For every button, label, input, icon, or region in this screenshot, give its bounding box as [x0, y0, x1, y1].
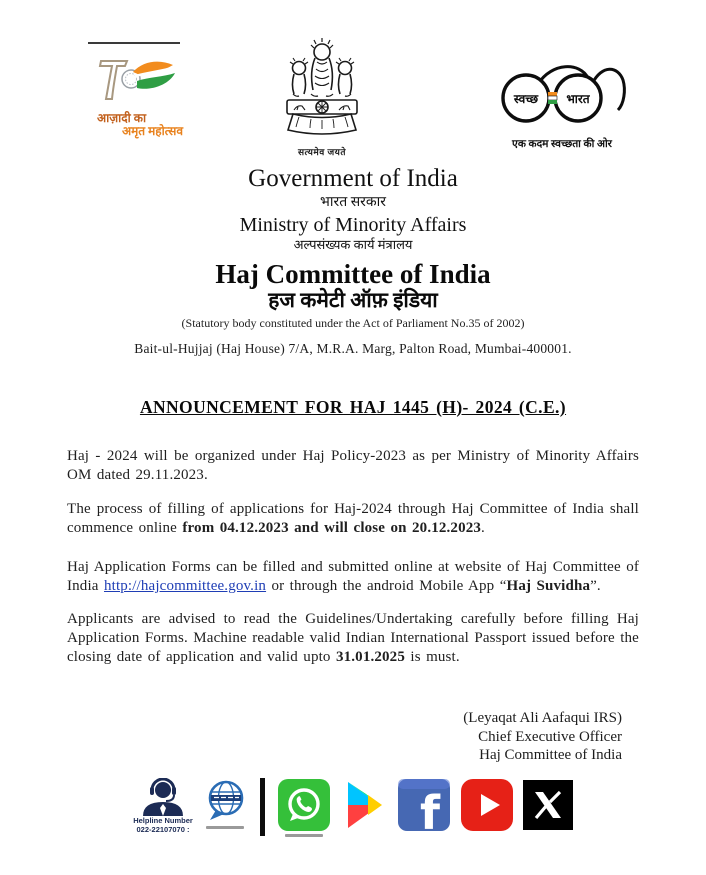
ministry-title: Ministry of Minority Affairs [239, 213, 467, 236]
haj-committee-title: Haj Committee of India [215, 258, 491, 289]
footer-contact-strip [0, 778, 706, 837]
para4-end: is must. [404, 648, 460, 665]
youtube-block [460, 778, 514, 832]
azadi-logo-line2: अमृत महोत्सव [121, 123, 183, 138]
helpline-headset-icon [139, 778, 187, 816]
paragraph-haj-policy: Haj - 2024 will be organized under Haj Policy-2023 as per Ministry of Minority Affairs OM dated 29.11.2023. [67, 447, 639, 483]
announcement-title: ANNOUNCEMENT FOR HAJ 1445 (H)- 2024 (C.E.) [139, 396, 567, 417]
government-of-india-title: Government of India [248, 165, 458, 192]
helpline-block [133, 778, 193, 834]
google-play-block [340, 778, 388, 832]
signatory-designation: Chief Executive Officer [478, 728, 622, 745]
x-twitter-icon [523, 778, 573, 832]
address-line: Bait-ul-Hujjaj (Haj House) 7/A, M.R.A. Marg, Palton Road, Mumbai-400001. [134, 340, 572, 356]
x-twitter-block [523, 778, 573, 832]
swachh-tagline: एक कदम स्वच्छता की ओर [512, 139, 612, 150]
letterhead [0, 0, 706, 356]
whatsapp-block [277, 778, 331, 837]
signature-block [0, 709, 706, 764]
para3-app-name-bold: Haj Suvidha [506, 577, 591, 594]
youtube-icon [460, 778, 514, 832]
helpline-number: 022-22107070 : [136, 825, 190, 834]
paragraph-passport-advice [67, 610, 639, 666]
para2-dates-bold: from 04.12.2023 and will close on 20.12.2023 [182, 519, 482, 536]
para3-end: ”. [590, 577, 601, 594]
website-block [202, 778, 248, 829]
para4-date-bold: 31.01.2025 [335, 648, 405, 665]
footer-separator-bar [260, 778, 265, 836]
statutory-note: (Statutory body constituted under the Act of Parliament No.35 of 2002) [181, 316, 525, 331]
facebook-block [397, 778, 451, 832]
azadi-logo-line1: आज़ादी का [97, 111, 147, 125]
para2-period: . [481, 519, 485, 536]
whatsapp-icon [277, 778, 331, 832]
para3-text-1: Haj Application Forms can be filled and submitted online at website of Haj Committee of India [67, 559, 639, 594]
bharat-lens-text: भारत [566, 92, 590, 106]
paragraph-website-app [67, 558, 639, 595]
website-caption-smudge [206, 826, 244, 829]
signatory-organization: Haj Committee of India [479, 746, 622, 763]
haj-committee-website-link[interactable]: http://hajcommittee.gov.in [103, 577, 267, 594]
website-globe-icon [202, 778, 248, 824]
ministry-title-hindi: अल्पसंख्यक कार्य मंत्रालय [293, 237, 413, 253]
signatory-name: (Leyaqat Ali Aafaqui IRS) [463, 710, 622, 727]
government-of-india-hindi: भारत सरकार [320, 195, 386, 210]
para4-text: Applicants are advised to read the Guidelines/Undertaking carefully before filling Haj Application Forms. Machine readable valid Indian International Passport issued before the closing date of application and valid upto [67, 611, 639, 665]
facebook-icon [397, 778, 451, 832]
announcement-body [0, 447, 706, 666]
google-play-icon [340, 778, 388, 832]
paragraph-application-dates [67, 500, 639, 537]
whatsapp-caption-smudge [285, 834, 323, 837]
para3-text-2: or through the android Mobile App “ [266, 577, 507, 594]
haj-committee-title-hindi: हज कमेटी ऑफ़ इंडिया [268, 287, 438, 312]
para2-text: The process of filling of applications for Haj-2024 through Haj Committee of India shall commence online [67, 501, 639, 536]
swachh-lens-text: स्वच्छ [513, 92, 539, 106]
svg-text:f: f [419, 786, 440, 832]
helpline-label: Helpline Number [133, 816, 193, 825]
satyameva-jayate-motto: सत्यमेव जयते [297, 147, 347, 157]
